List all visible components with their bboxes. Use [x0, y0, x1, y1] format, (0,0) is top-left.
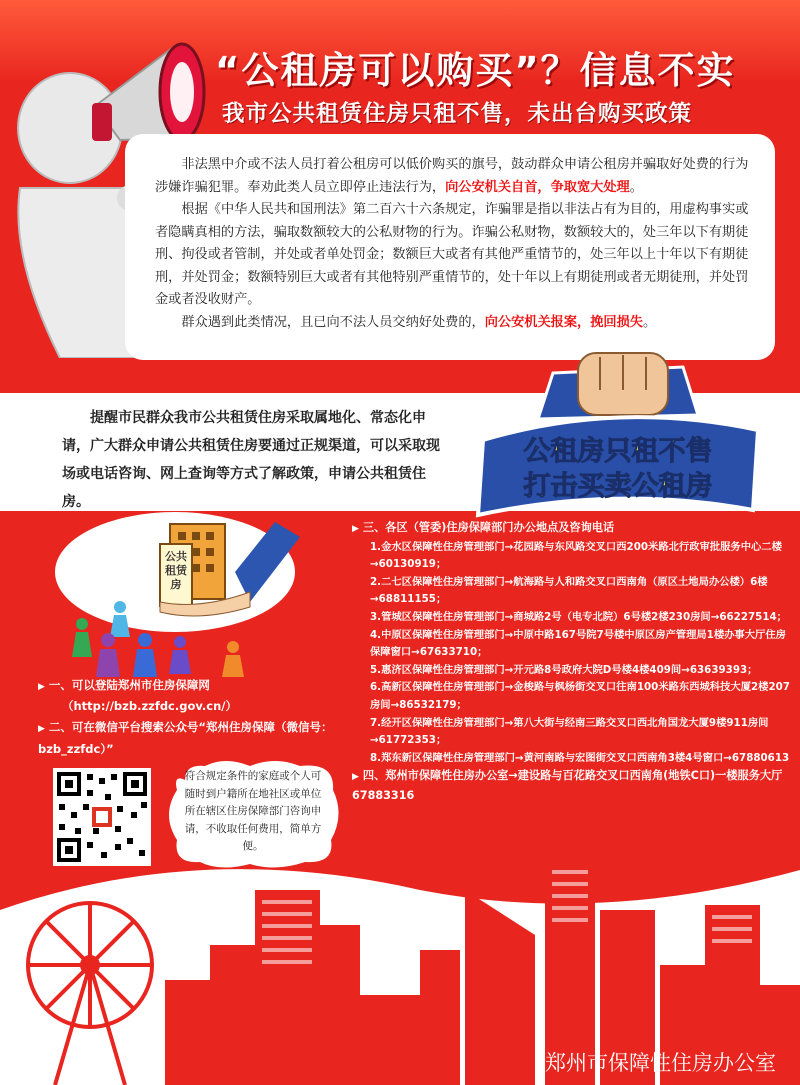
paragraph-report: [155, 312, 753, 335]
para1-end: 。: [629, 179, 643, 195]
badge-line1: 公租房只租不售: [523, 436, 713, 467]
slogan-badge: [468, 345, 768, 525]
website-url-link[interactable]: （http://bzb.zzfdc.gov.cn/）: [62, 699, 238, 713]
office-item: 5.惠济区保障性住房管理部门→开元路8号政府大院D号楼4楼409间→63639393；: [370, 663, 758, 676]
para3-end: 。: [642, 314, 657, 330]
triangle-icon: ▶: [38, 724, 45, 734]
footer-organization: 郑州市保障性住房办公室: [545, 1051, 776, 1075]
para1-highlight: 向公安机关自首，争取宽大处理: [445, 179, 630, 195]
building-icon: [160, 524, 225, 606]
bubble-text: 符合规定条件的家庭或个人可随时到户籍所在地社区或单位所在辖区住房保障部门咨询申请，不收取任何费用，简单方便。: [184, 770, 322, 852]
triangle-icon: ▶: [352, 524, 359, 534]
office-item: 6.高新区保障性住房管理部门→金梭路与枫杨街交叉口往南100米路东西城科技大厦2楼207房间→86532179；: [370, 681, 790, 711]
office-item: 8.郑东新区保障性住房管理部门→黄河南路与宏图街交叉口西南角3楼4号窗口→67880613: [370, 751, 790, 764]
office-main: [352, 767, 792, 804]
fist-icon: [578, 353, 668, 415]
svg-text:房: 房: [170, 578, 182, 591]
office-main-text: 四、郑州市保障性住房办公室→建设路与百花路交叉口西南角(地铁C口)一楼服务大厅67883316: [352, 769, 783, 802]
channel-website: [38, 675, 210, 697]
subheadline: 我市公共租赁住房只租不售，未出台购买政策: [222, 101, 693, 127]
warning-card: [125, 134, 775, 360]
svg-text:公共: 公共: [165, 550, 187, 563]
paragraph-fraud-warning: [155, 154, 753, 199]
office-item: 2.二七区保障性住房管理部门→航海路与人和路交叉口西南角（原区土地局办公楼）6楼→68811155；: [370, 575, 768, 606]
para3-highlight: 向公安机关报案，挽回损失: [484, 314, 643, 330]
office-item: 7.经开区保障性住房管理部门→第八大街与经南三路交叉口西北角国龙大厦9楼911房间→61772353；: [370, 716, 769, 747]
badge-line2: 打击买卖公租房: [523, 471, 713, 502]
svg-text:租赁: 租赁: [165, 564, 187, 577]
office-list: [352, 519, 792, 805]
para3-text: 群众遇到此类情况，且已向不法人员交纳好处费的，: [181, 314, 485, 330]
qr-code-icon: [57, 772, 147, 862]
channel-wechat-label: 二、可在微信平台搜索公众号“郑州住房保障（微信号：bzb_zzfdc）”: [38, 720, 333, 756]
para1-text: 非法黑中介或不法人员打着公租房可以低价购买的旗号，鼓动群众申请公租房并骗取好处费的行为涉嫌诈骗犯罪。奉劝此类人员立即停止违法行为，: [155, 157, 749, 195]
office-header: [352, 519, 792, 539]
triangle-icon: ▶: [38, 682, 45, 692]
paragraph-law: 根据《中华人民共和国刑法》第二百六十六条规定，诈骗罪是指以非法占有为目的，用虚构事实或者隐瞒真相的方法，骗取数额较大的公私财物的行为。诈骗公私财物，数额较大的，处三年以下有期徒刑、拘役或者管制，并处或者单处罚金；数额巨大或者有其他严重情节的，处三年以上十年以下有期徒刑，并处罚金；数额特别巨大或者有其他特别严重情节的，处十年以上有期徒刑或者无期徒刑，并处罚金或者没收财产。: [155, 202, 749, 307]
channel-wechat: [38, 717, 338, 759]
office-item: 3.管城区保障性住房管理部门→商城路2号（电专北院）6号楼2楼230房间→66227514；: [370, 610, 787, 623]
triangle-icon: ▶: [352, 772, 359, 783]
reminder-text: 提醒市民群众我市公共租赁住房采取属地化、常态化申请，广大群众申请公共租赁住房要通过正规渠道，可以采取现场或电话咨询、网上查询等方式了解政策，申请公共租赁住房。: [62, 410, 440, 510]
channel-website-label: 一、可以登陆郑州市住房保障网: [48, 678, 210, 692]
office-header-text: 三、各区（管委)住房保障部门办公地点及咨询电话: [362, 521, 615, 534]
headline: “公租房可以购买”？信息不实: [215, 49, 736, 92]
office-item: 1.金水区保障性住房管理部门→花园路与东风路交叉口西200米路北行政审批服务中心二楼→60130919；: [370, 540, 782, 571]
office-item: 4.中原区保障性住房管理部门→中原中路167号院7号楼中原区房产管理局1楼办事大厅住房保障窗口→67633710；: [370, 628, 786, 659]
